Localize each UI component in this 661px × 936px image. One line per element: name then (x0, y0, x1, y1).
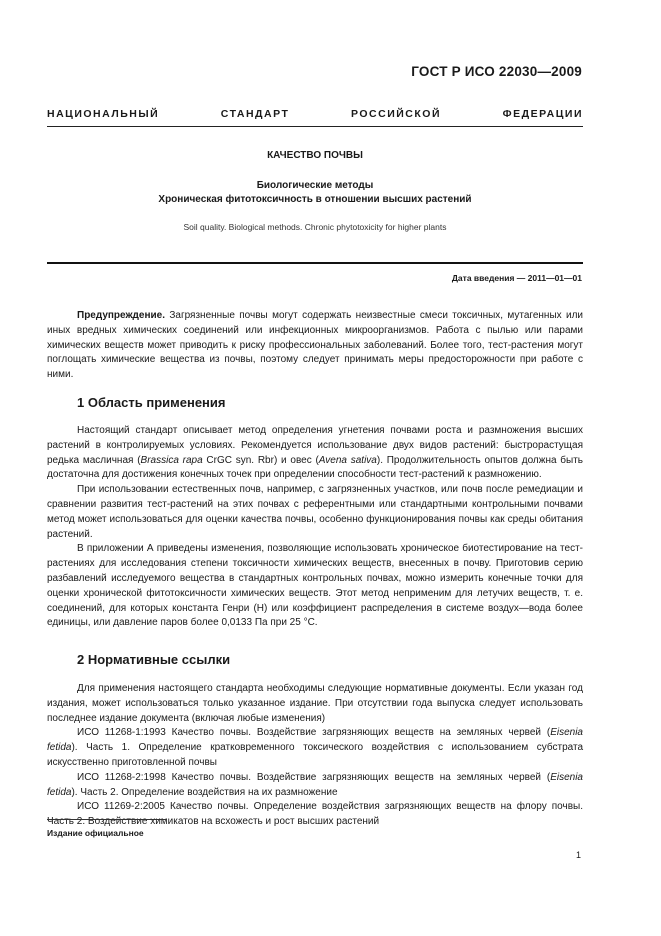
warning-label: Предупреждение. (77, 310, 165, 321)
warning-block (47, 309, 583, 383)
species-name: Brassica rapa (140, 454, 203, 466)
section-2-body (47, 682, 583, 830)
text-run: ИСО 11268-2:1998 Качество почвы. Воздействие загрязняющих веществ на земляных червей ( (77, 771, 551, 783)
section-1-body (47, 424, 583, 631)
edition-rule (47, 819, 167, 820)
text-run: ИСО 11268-1:1993 Качество почвы. Воздействие загрязняющих веществ на земляных червей ( (77, 727, 551, 739)
text-run: ). Продолжительность опытов должна быть достаточна для достижения конечных точек при определении способности тест-растений к размножению. (47, 454, 583, 481)
introduction-date: Дата введения — 2011—01—01 (451, 273, 582, 283)
english-title: Soil quality. Biological methods. Chronic phytotoxicity for higher plants (183, 222, 447, 232)
document-title: КАЧЕСТВО ПОЧВЫ (267, 150, 363, 161)
document-code: ГОСТ Р ИСО 22030—2009 (411, 64, 582, 79)
text-run: Настоящий стандарт описывает метод определения угнетения почвами роста и размножения высших растений в контролируемых условиях. Рекомендуется использование двух видов растений: быстрорастущая редька масличная ( (47, 425, 583, 466)
species-name: Eisenia fetida (47, 771, 583, 798)
warning-text: Загрязненные почвы могут содержать неизвестные смеси токсичных, мутагенных или иных вредных химических соединений или инфекционных микроорганизмов. Работа с пылью или парами химических веществ может приводить к риску профессиональных заболеваний. Более того, тест-растения могут поглощать химические вещества из почвы, поэтому следует принимать меры предосторожности при работе с ними. (47, 310, 583, 381)
section-1-paragraph-1 (47, 424, 583, 483)
species-name: Avena sativa (318, 454, 377, 466)
species-name: Eisenia fetida (47, 727, 583, 754)
text-run: CrGC syn. Rbr) и овес ( (202, 454, 319, 466)
document-subtitle-2: Хроническая фитотоксичность в отношении высших растений (158, 194, 472, 205)
section-2-heading: 2 Нормативные ссылки (77, 652, 231, 667)
text-run: ). Часть 1. Определение кратковременного токсического воздействия с использованием субстрата искусственно приготовленной почвы (47, 742, 583, 768)
text-run: ). Часть 2. Определение воздействия на их размножение (71, 786, 338, 798)
section-1-paragraph-2: При использовании естественных почв, например, с загрязненных участков, или почв после ремедиации и сравнении развития тест-растений на этих почвах с референтными или стандартными контрольными почвами метод может использоваться для оценки качества почвы, особенно функционирования почвы как среды обитания растений. (47, 484, 583, 540)
section-2-paragraph-1: Для применения настоящего стандарта необходимы следующие нормативные документы. Если указан год издания, может использоваться только указанное издание. При отсутствии года выпуска следует использовать последнее издание документа (включая любые изменения) (47, 683, 583, 724)
document-subtitle-1: Биологические методы (256, 180, 374, 191)
banner-separator (47, 126, 583, 127)
section-1-heading: 1 Область применения (77, 395, 226, 410)
page-number: 1 (575, 850, 581, 860)
standard-banner: НАЦИОНАЛЬНЫЙ СТАНДАРТ РОССИЙСКОЙ ФЕДЕРАЦИИ (47, 108, 583, 120)
reference-iso-11268-1 (47, 726, 583, 770)
official-edition-label: Издание официальное (47, 828, 144, 838)
section-1-paragraph-3: В приложении А приведены изменения, позволяющие использовать хроническое биотестирование на тест-растениях для исследования степени токсичности химических веществ, внесенных в почву. Приготовив серию разбавлений исследуемого вещества в стандартных контрольных почвах, можно измерить конечные точки для оценки хронической фитотоксичности химических веществ. Этот метод неприменим для летучих веществ, т. е. соединений, для которых константа Генри (H) или коэффициент распределения в системе воздух—вода более единицы, или давление паров более 0,0133 Па при 25 °C. (47, 543, 583, 629)
reference-iso-11268-2 (47, 771, 583, 801)
title-rule (47, 262, 583, 264)
reference-iso-11269-2: ИСО 11269-2:2005 Качество почвы. Определение воздействия загрязняющих веществ на флору почвы. Часть 2. Воздействие химикатов на всхожесть и рост высших растений (47, 801, 583, 828)
